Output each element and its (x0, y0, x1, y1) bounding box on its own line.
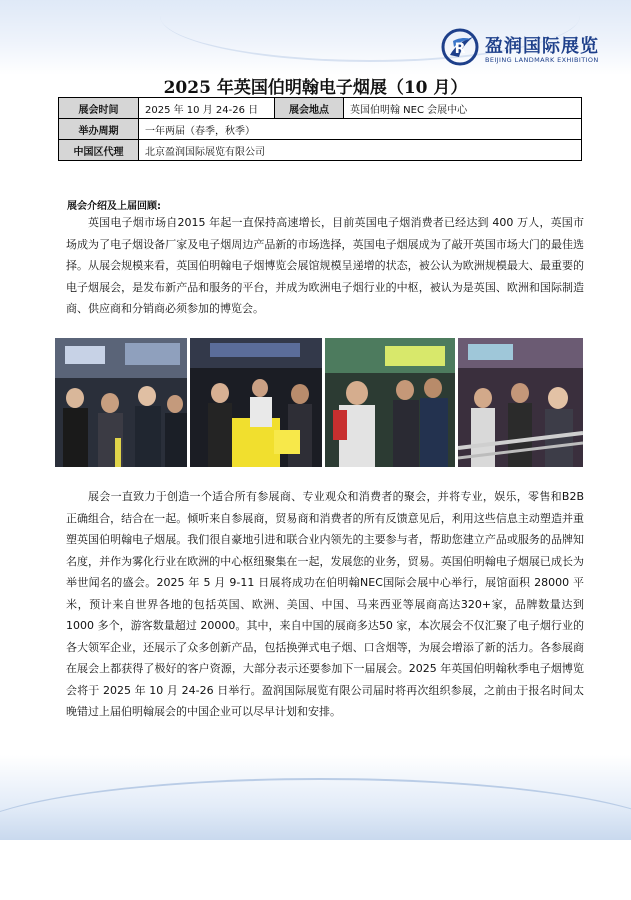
landmark-logo-icon (441, 28, 479, 66)
footer-background (0, 755, 631, 840)
brand-name-cn: 盈润国际展览 (485, 36, 599, 57)
cycle-label: 举办周期 (59, 119, 139, 140)
venue-value: 英国伯明翰 NEC 会展中心 (344, 98, 582, 119)
exhibition-photo-4 (458, 338, 583, 467)
brand-logo (441, 28, 626, 70)
table-row (59, 119, 582, 140)
intro-paragraph-2: 展会一直致力于创造一个适合所有参展商、专业观众和消费者的聚会，并将专业，娱乐，零售和B2B 正确组合，结合在一起。倾听来自参展商，贸易商和消费者的所有反馈意见后，利用这些信息主动塑造并重塑英国伯明翰电子烟展。我们很自豪地引进和联合业内领先的主要参与者，帮助您建立产品或服务的品牌知名度，并作为雾化行业在欧洲的中心枢纽聚集在一起，发展您的业务，贸易。英国伯明翰电子烟展已成长为举世闻名的盛会。2025 年 5 月 9-11 日展将成功在伯明翰NEC国际会展中心举行，展馆面积 28000 平米，预计来自世界各地的包括英国、欧洲、美国、中国、马来西亚等展商高达320+家，品牌数量达到 1000 多个，游客数量超过 20000。其中，来自中国的展商多达50 家，本次展会不仅汇聚了电子烟行业的各大领军企业，还展示了众多创新产品，包括换弹式电子烟、口含烟等，为展会增添了新的活力。各参展商在展会上都获得了极好的客户资源，大部分表示还要参加下一届展会。2025 年英国伯明翰秋季电子烟博览会将于 2025 年 10 月 24-26 日举行。盈润国际展览有限公司届时将再次组织参展，之前由于报名时间太晚错过上届伯明翰展会的中国企业可以尽早计划和安排。 (66, 490, 584, 718)
exhibition-info-table (58, 97, 582, 161)
section-heading: 展会介绍及上届回顾: (67, 201, 161, 212)
exhibition-photo-2 (190, 338, 322, 467)
agent-label: 中国区代理 (59, 140, 139, 161)
venue-label: 展会地点 (275, 98, 344, 119)
table-row (59, 140, 582, 161)
cycle-value: 一年两届（春季，秋季） (139, 119, 582, 140)
date-value: 2025 年 10 月 24-26 日 (139, 98, 275, 119)
intro-paragraph-1: 英国电子烟市场自2015 年起一直保持高速增长，目前英国电子烟消费者已经达到 400 万人，英国市场成为了电子烟设备厂家及电子烟周边产品新的市场选择，英国电子烟展成为了敲开英国市场大门的最佳选择。从展会规模来看，英国伯明翰电子烟博览会展馆规模呈递增的状态，被公认为欧洲规模最大、最重要的电子烟展会，是发布新产品和服务的平台，并成为欧洲电子烟行业的中枢，被认为是英国、欧洲和国际制造商、供应商和分销商必须参加的博览会。 (66, 216, 584, 315)
page-title: 2025 年英国伯明翰电子烟展（10 月） (163, 78, 468, 98)
table-row (59, 98, 582, 119)
date-label: 展会时间 (59, 98, 139, 119)
svg-text:R: R (454, 41, 466, 57)
exhibition-photo-3 (325, 338, 455, 467)
exhibition-photo-1 (55, 338, 187, 467)
agent-value: 北京盈润国际展览有限公司 (139, 140, 582, 161)
brand-name-en: BEIJING LANDMARK EXHIBITION (485, 56, 599, 64)
